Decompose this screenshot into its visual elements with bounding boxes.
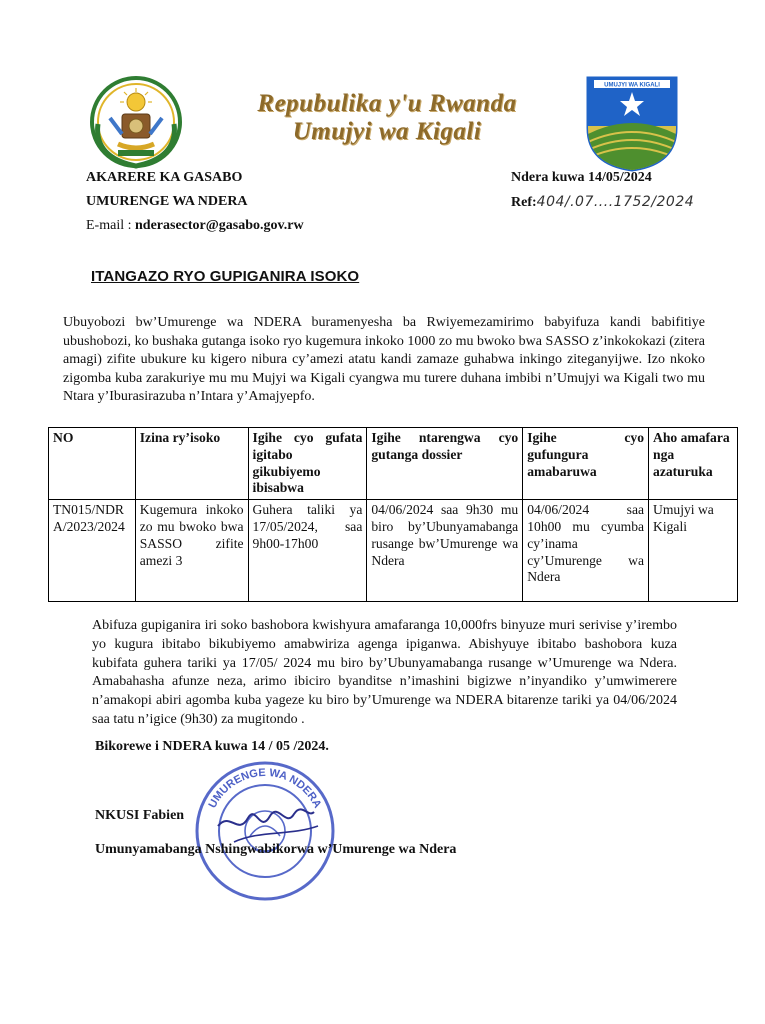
district-name: AKARERE KA GASABO <box>86 170 243 185</box>
official-stamp-signature-icon <box>190 756 340 906</box>
signer-name: NKUSI Fabien <box>95 808 185 823</box>
table-header-cell: Izina ry’isoko <box>135 428 248 500</box>
table-cell: TN015/NDRA/2023/2024 <box>49 500 136 602</box>
email-label: E-mail : <box>86 218 135 233</box>
tender-table <box>48 427 738 602</box>
table-header-cell: Igihe cyo gufata igitabo gikubiyemo ibisabwa <box>248 428 367 500</box>
sector-name: UMURENGE WA NDERA <box>86 194 248 209</box>
table-header-cell: NO <box>49 428 136 500</box>
document-title: ITANGAZO RYO GUPIGANIRA ISOKO <box>91 268 360 285</box>
rwanda-coat-of-arms-icon <box>88 74 184 170</box>
date-line: Ndera kuwa 14/05/2024 <box>511 170 652 185</box>
republic-title <box>222 90 552 146</box>
table-row <box>49 500 738 602</box>
date-ref-block <box>511 166 694 215</box>
table-header-row <box>49 428 738 500</box>
table-header-cell: Igihe cyo gufungura amabaruwa <box>523 428 649 500</box>
svg-text:UMURENGE WA NDERA <box>207 767 324 810</box>
stamp-text: UMURENGE WA NDERA <box>206 766 324 811</box>
instructions-paragraph: Abifuza gupiganira iri soko bashobora kwishyura amafaranga 10,000frs binyuze muri serivise y’irembo yo kugura ibitabo bikubiyemo amabwiriza agenga ipiganwa. Abishyuye ibitabo bashobora kuza kubifata guhera tariki ya 17/05/ 2024 mu biro by’Ubunyamabanga rusange w’Umurenge wa Ndera. Amabahasha afunze neza, arimo ibiciro byanditse n’imashini bigizwe n’inyandiko y’umwimerere n’amakopi abiri agomba kuba yageze ku biro by’Umurenge wa NDERA bitarenze tariki ya 04/06/2024 saa tatu n’igice (9h30) za mugitondo . <box>92 618 677 727</box>
city-of-kigali-logo-icon <box>580 72 684 172</box>
signer-title: Umunyamabanga Nshingwabikorwa w’Umurenge wa Ndera <box>95 842 457 857</box>
ref-value: 404/.07....1752/2024 <box>536 194 695 210</box>
intro-paragraph: Ubuyobozi bw’Umurenge wa NDERA buramenyesha ba Rwiyemezamirimo babyifuza kandi babifitiye ubushobozi, ko bushaka gutanga isoko ryo kugemura inkoko 1000 zo mu bwoko bwa SASSO z’inkokokazi (zitera amagi) zifite ubukure ku kigero nibura cy’amezi atatu kandi zamaze guhabwa inkingo ziteganyijwe. Izo nkoko zigomba kuba zarakuriye mu mu Mujyi wa Kigali cyangwa mu turere duhana imbibi n’Umujyi wa Kigali two mu Ntara y’Iburasirazuba n’Intara y’Amajyepfo. <box>63 315 705 405</box>
table-header-cell: Igihe ntarengwa cyo gutanga dossier <box>367 428 523 500</box>
table-header-cell: Aho amafara nga azaturuka <box>649 428 738 500</box>
table-cell: Umujyi wa Kigali <box>649 500 738 602</box>
table-cell: 04/06/2024 saa 10h00 mu cyumba cy’inama cy’Umurenge wa Ndera <box>523 500 649 602</box>
kigali-logo-text: UMUJYI WA KIGALI <box>604 82 660 89</box>
place-date-line: Bikorewe i NDERA kuwa 14 / 05 /2024. <box>95 739 329 754</box>
city-line: Umujyi wa Kigali <box>292 118 482 145</box>
ref-line <box>511 190 694 215</box>
email-address: nderasector@gasabo.gov.rw <box>135 218 304 233</box>
republic-line: Repubulika y'u Rwanda <box>257 90 517 117</box>
ref-label: Ref: <box>511 195 537 210</box>
table-cell: 04/06/2024 saa 9h30 mu biro by’Ubunyamabanga rusange bw’Umurenge wa Ndera <box>367 500 523 602</box>
sender-block <box>86 166 304 238</box>
email-line <box>86 214 304 238</box>
table-cell: Kugemura inkoko zo mu bwoko bwa SASSO zifite amezi 3 <box>135 500 248 602</box>
table-cell: Guhera taliki ya 17/05/2024, saa 9h00-17h00 <box>248 500 367 602</box>
